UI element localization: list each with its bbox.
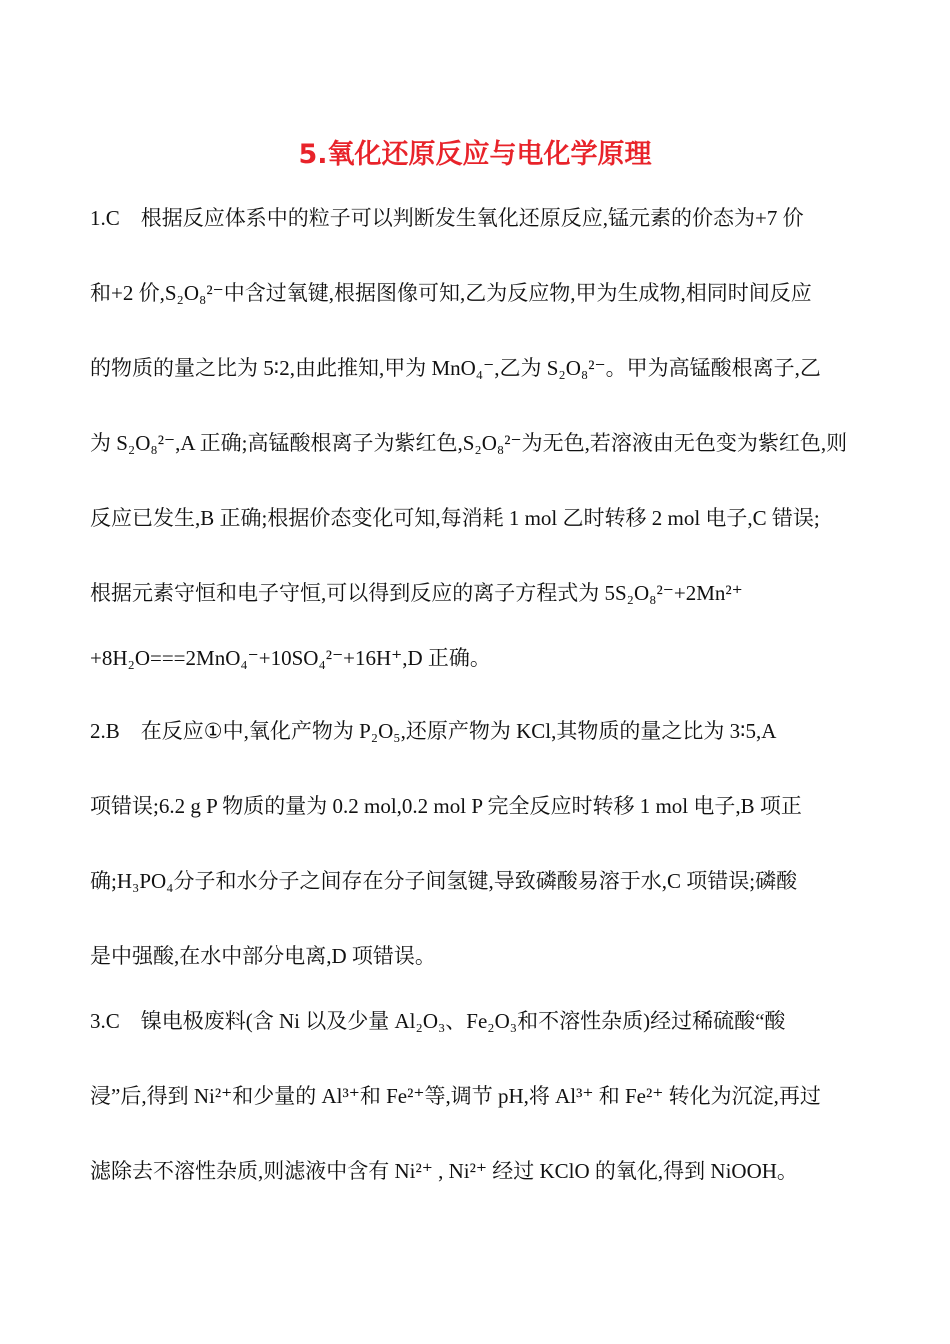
- text-line: 项错误;6.2 g P 物质的量为 0.2 mol,0.2 mol P 完全反应时转移 1 mol 电子,B 项正: [90, 794, 802, 818]
- text-line: 2.B 在反应①中,氧化产物为 P₂O₅,还原产物为 KCl,其物质的量之比为 3∶5,A: [90, 719, 777, 743]
- text-line: 3.C 镍电极废料(含 Ni 以及少量 Al₂O₃、Fe₂O₃和不溶性杂质)经过稀硫酸“酸: [90, 1009, 786, 1033]
- text-line: 滤除去不溶性杂质,则滤液中含有 Ni²⁺ , Ni²⁺ 经过 KClO 的氧化,得到 NiOOH。: [90, 1159, 798, 1183]
- text-line: 确;H₃PO₄分子和水分子之间存在分子间氢键,导致磷酸易溶于水,C 项错误;磷酸: [90, 869, 798, 893]
- text-line: 的物质的量之比为 5∶2,由此推知,甲为 MnO₄⁻,乙为 S₂O₈²⁻。甲为高锰酸根离子,乙: [90, 356, 821, 380]
- text-line: 是中强酸,在水中部分电离,D 项错误。: [90, 944, 436, 968]
- text-line: 1.C 根据反应体系中的粒子可以判断发生氧化还原反应,锰元素的价态为+7 价: [90, 206, 804, 230]
- text-line: +8H₂O===2MnO₄⁻+10SO₄²⁻+16H⁺,D 正确。: [90, 646, 491, 670]
- text-line: 反应已发生,B 正确;根据价态变化可知,每消耗 1 mol 乙时转移 2 mol 电子,C 错误;: [90, 506, 820, 530]
- text-line: 浸”后,得到 Ni²⁺和少量的 Al³⁺和 Fe²⁺等,调节 pH,将 Al³⁺ 和 Fe²⁺ 转化为沉淀,再过: [90, 1084, 821, 1108]
- page-title: 5.氧化还原反应与电化学原理: [298, 139, 652, 170]
- text-line: 根据元素守恒和电子守恒,可以得到反应的离子方程式为 5S₂O₈²⁻+2Mn²⁺: [90, 581, 743, 605]
- text-line: 为 S₂O₈²⁻,A 正确;高锰酸根离子为紫红色,S₂O₈²⁻为无色,若溶液由无色变为紫红色,则: [90, 431, 848, 455]
- text-line: 和+2 价,S₂O₈²⁻中含过氧键,根据图像可知,乙为反应物,甲为生成物,相同时间反应: [90, 281, 812, 305]
